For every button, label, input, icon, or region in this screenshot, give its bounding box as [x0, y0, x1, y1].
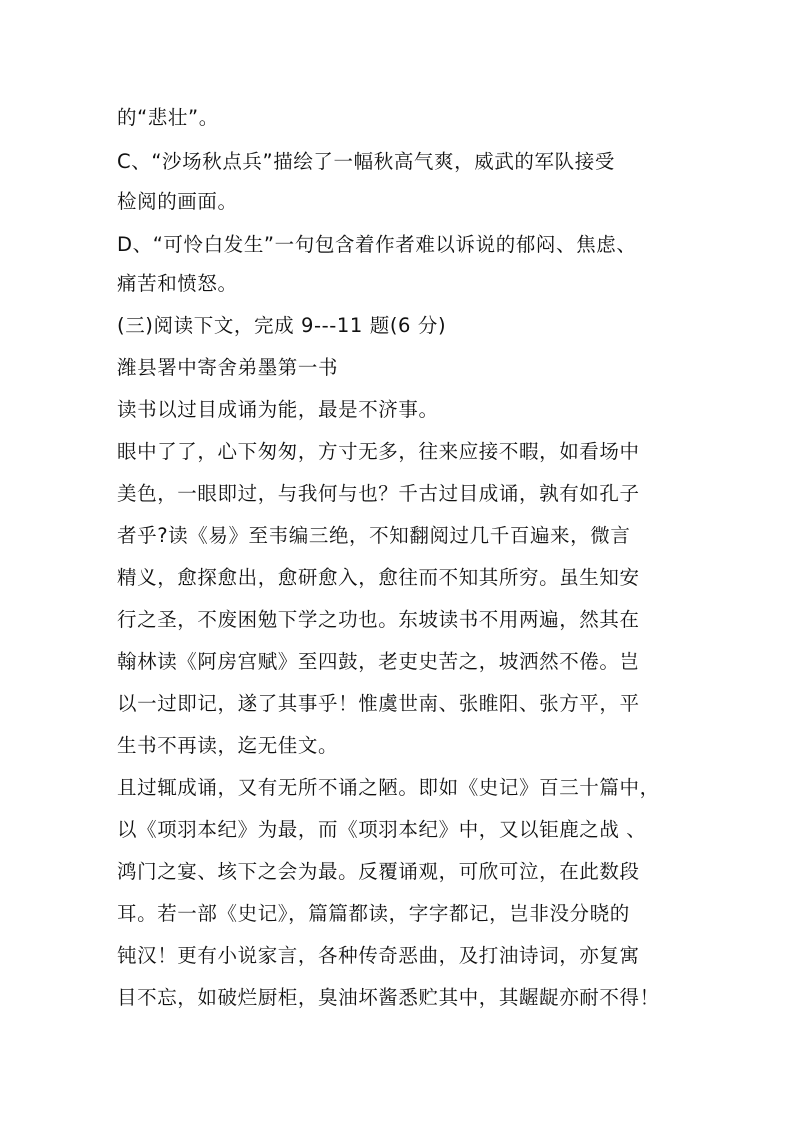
- paragraph-line: 行之圣，不废困勉下学之功也。东坡读书不用两遍，然其在: [117, 608, 640, 631]
- text-line: 痛苦和愤怒。: [117, 272, 238, 295]
- paragraph-line: 眼中了了，心下匆匆，方寸无多，往来应接不暇，如看场中: [117, 440, 640, 463]
- text-line: 检阅的画面。: [117, 190, 238, 213]
- paragraph-line: 生书不再读，迄无佳文。: [117, 734, 339, 757]
- paragraph-line: 钝汉！更有小说家言，各种传奇恶曲，及打油诗词，亦复寓: [117, 944, 640, 967]
- paragraph-line: 以一过即记，遂了其事乎！惟虞世南、张睢阳、张方平，平: [117, 692, 640, 715]
- paragraph-line: 精义，愈探愈出，愈研愈入，愈往而不知其所穷。虽生知安: [117, 566, 640, 589]
- option-d-line: D、“可怜白发生”一句包含着作者难以诉说的郁闷、焦虑、: [117, 233, 637, 256]
- paragraph-line: 耳。若一部《史记》，篇篇都读，字字都记，岂非没分晓的: [117, 902, 630, 925]
- option-c-line: C、“沙场秋点兵”描绘了一幅秋高气爽，威武的军队接受: [117, 150, 615, 173]
- paragraph-line: 目不忘，如破烂厨柜，臭油坏酱悉贮其中，其龌龊亦耐不得！: [117, 986, 660, 1009]
- paragraph-line: 者乎?读《易》至韦编三绝，不知翻阅过几千百遍来，微言: [117, 524, 631, 547]
- paragraph-line: 美色，一眼即过，与我何与也？千古过目成诵，孰有如孔子: [117, 482, 640, 505]
- paragraph-line: 鸿门之宴、垓下之会为最。反覆诵观，可欣可泣，在此数段: [117, 860, 640, 883]
- passage-title: 潍县署中寄舍弟墨第一书: [117, 356, 339, 379]
- paragraph-line: 读书以过目成诵为能，最是不济事。: [117, 398, 439, 421]
- paragraph-line: 以《项羽本纪》为最，而《项羽本纪》中，又以钜鹿之战 、: [117, 818, 647, 841]
- section-heading: (三)阅读下文，完成 9---11 题(6 分): [117, 314, 447, 337]
- text-line: 的“悲壮”。: [117, 106, 219, 129]
- paragraph-line: 翰林读《阿房宫赋》至四鼓，老吏史苦之，坡洒然不倦。岂: [117, 650, 640, 673]
- paragraph-line: 且过辄成诵，又有无所不诵之陋。即如《史记》百三十篇中，: [117, 776, 660, 799]
